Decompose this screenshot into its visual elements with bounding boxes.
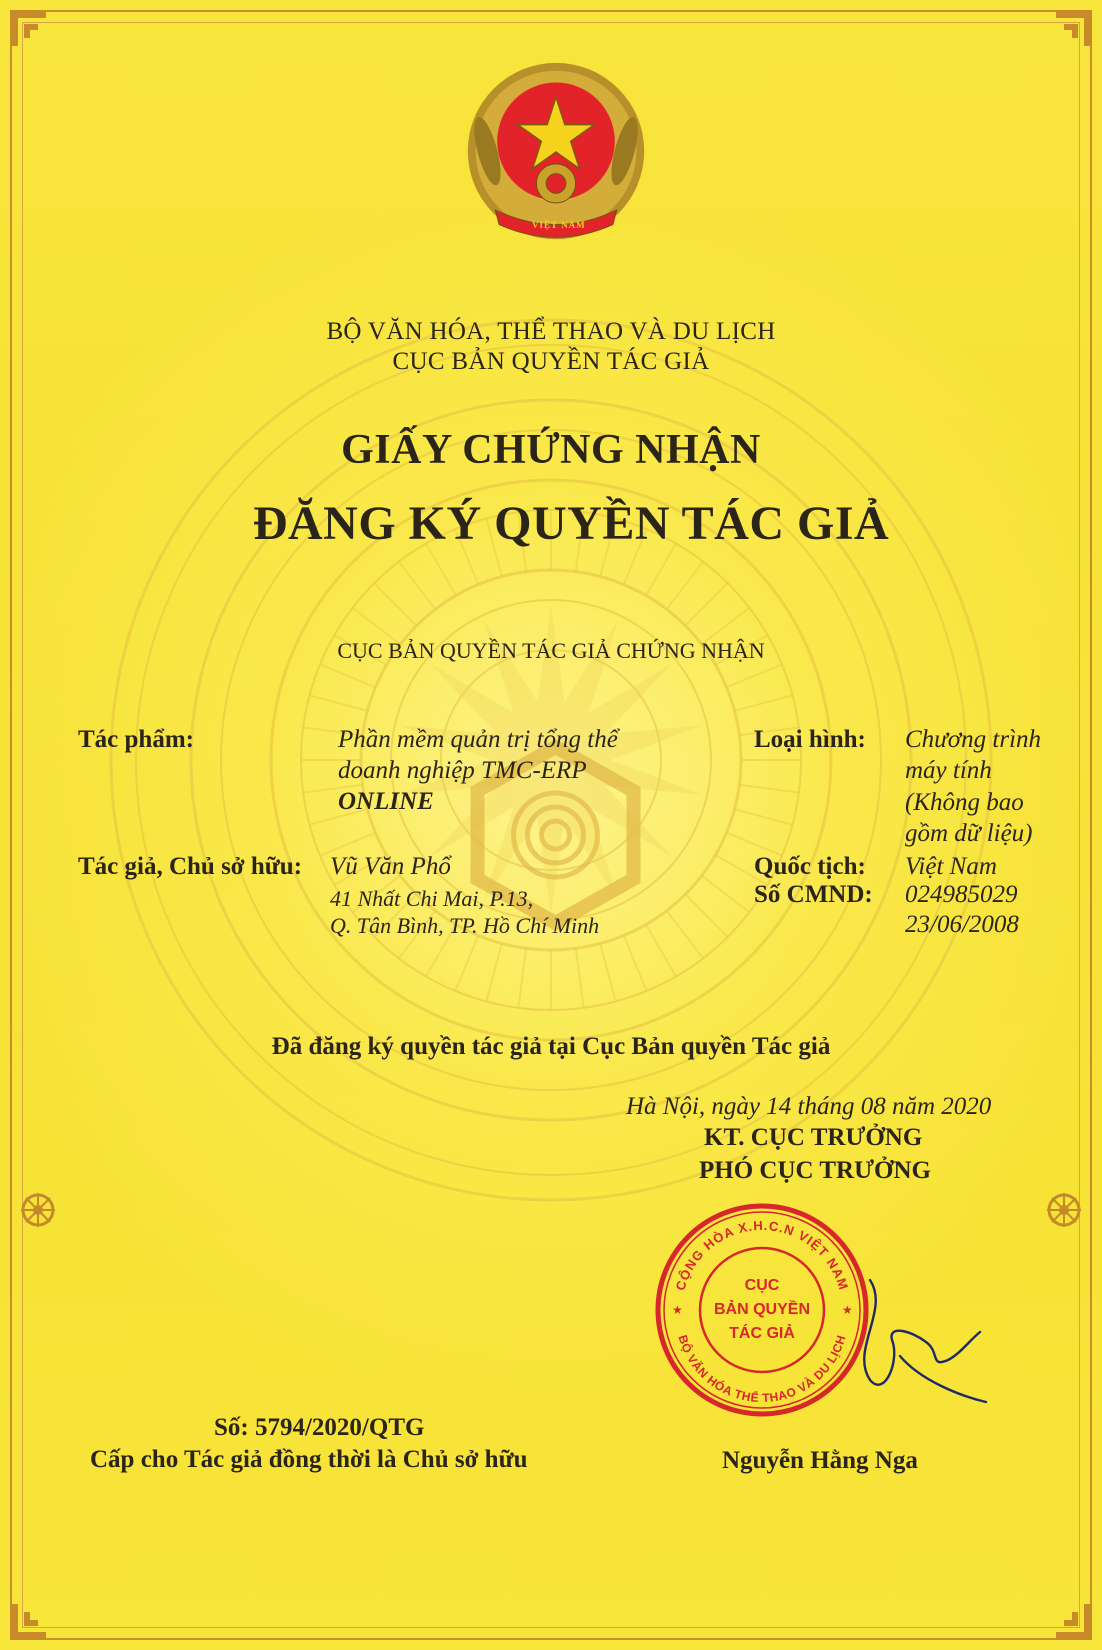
- signatory-role-2: PHÓ CỤC TRƯỞNG: [699, 1157, 931, 1184]
- svg-text:★: ★: [842, 1303, 853, 1317]
- corner-ornament: [6, 1580, 70, 1644]
- work-title-line-3: ONLINE: [338, 788, 434, 815]
- author-label: Tác giả, Chủ sở hữu:: [78, 853, 303, 880]
- svg-text:CỘNG HÒA X.H.C.N VIỆT NAM: CỘNG HÒA X.H.C.N VIỆT NAM: [672, 1217, 852, 1293]
- department-name: CỤC BẢN QUYỀN TÁC GIẢ: [392, 348, 710, 375]
- type-value-line-2: máy tính: [905, 757, 992, 784]
- signatory-role-1: KT. CỤC TRƯỞNG: [704, 1124, 923, 1151]
- nationality-value: Việt Nam: [905, 853, 997, 880]
- certificate-subtitle: ĐĂNG KÝ QUYỀN TÁC GIẢ: [252, 497, 890, 550]
- author-address-line-2: Q. Tân Bình, TP. Hồ Chí Minh: [330, 913, 600, 938]
- dharma-wheel-icon: [1044, 1190, 1084, 1230]
- id-card-number: 024985029: [905, 881, 1018, 908]
- svg-text:★: ★: [672, 1303, 683, 1317]
- dharma-wheel-icon: [18, 1190, 58, 1230]
- type-value-line-3: (Không bao: [905, 789, 1024, 816]
- work-title-line-2: doanh nghiệp TMC-ERP: [338, 757, 587, 784]
- corner-ornament: [1032, 6, 1096, 70]
- author-address-line-1: 41 Nhất Chi Mai, P.13,: [330, 886, 534, 911]
- certificate-title: GIẤY CHỨNG NHẬN: [341, 427, 761, 473]
- registered-statement: Đã đăng ký quyền tác giả tại Cục Bản quyền Tác giả: [271, 1033, 831, 1060]
- id-card-date: 23/06/2008: [905, 911, 1019, 938]
- type-value-line-1: Chương trình: [905, 726, 1042, 753]
- emblem-ribbon-text: VIỆT NAM: [532, 220, 586, 230]
- type-label: Loại hình:: [754, 726, 866, 753]
- id-card-label: Số CMND:: [754, 881, 873, 908]
- svg-text:CỤC: CỤC: [744, 1277, 780, 1294]
- svg-text:TÁC GIẢ: TÁC GIẢ: [729, 1325, 795, 1342]
- place-and-date: Hà Nội, ngày 14 tháng 08 năm 2020: [626, 1093, 992, 1120]
- type-value-line-4: gồm dữ liệu): [905, 820, 1033, 847]
- issued-to-statement: Cấp cho Tác giả đồng thời là Chủ sở hữu: [90, 1446, 528, 1473]
- ministry-name: BỘ VĂN HÓA, THỂ THAO VÀ DU LỊCH: [326, 318, 776, 345]
- signatory-name: Nguyễn Hằng Nga: [722, 1447, 918, 1474]
- svg-text:BỘ VĂN HÓA THỂ THAO VÀ DU LỊCH: BỘ VĂN HÓA THỂ THAO VÀ DU LỊCH: [675, 1333, 849, 1406]
- work-title-line-1: Phần mềm quản trị tổng thể: [338, 726, 618, 753]
- corner-ornament: [1032, 1580, 1096, 1644]
- certificate-number: Số: 5794/2020/QTG: [214, 1414, 425, 1441]
- handwritten-signature: [830, 1270, 990, 1410]
- nationality-label: Quốc tịch:: [754, 853, 866, 880]
- work-label: Tác phẩm:: [78, 726, 194, 753]
- svg-text:BẢN QUYỀN: BẢN QUYỀN: [713, 1301, 811, 1318]
- author-name: Vũ Văn Phổ: [330, 853, 451, 880]
- certifying-statement: CỤC BẢN QUYỀN TÁC GIẢ CHỨNG NHẬN: [337, 638, 765, 663]
- corner-ornament: [6, 6, 70, 70]
